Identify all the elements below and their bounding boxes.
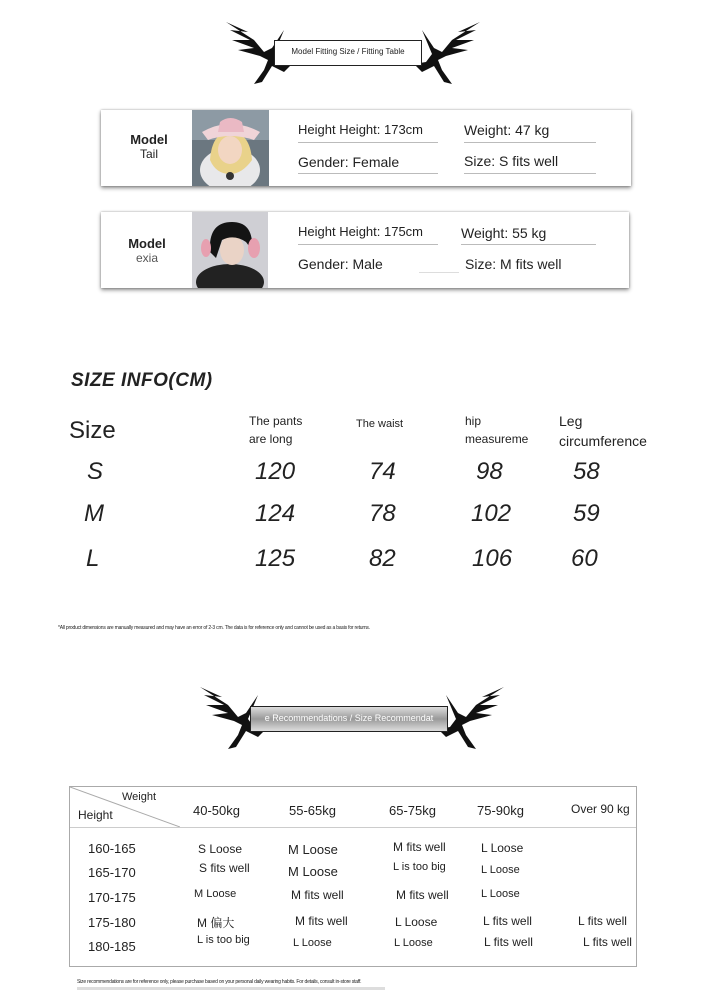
pants-cell: 124 — [255, 500, 296, 527]
recommendation-cell: S fits well — [199, 861, 250, 875]
recommendation-cell: M fits well — [393, 840, 446, 854]
size-cell: M — [84, 500, 104, 527]
waist-cell: 78 — [369, 500, 396, 527]
fitting-table-banner-label: Model Fitting Size / Fitting Table — [291, 47, 405, 56]
waist-cell: 82 — [369, 545, 396, 572]
height-row-label: 160-165 — [88, 841, 136, 856]
divider — [298, 142, 438, 143]
waist-header: The waist — [356, 418, 404, 430]
model-weight: Weight: 47 kg — [464, 122, 550, 138]
recommendation-cell: M fits well — [396, 888, 449, 902]
model-label — [109, 132, 189, 161]
header-divider — [70, 827, 636, 828]
weight-column-header: 55-65kg — [289, 803, 336, 818]
weight-column-header: 40-50kg — [193, 803, 240, 818]
leg-header: Leg circumference — [559, 413, 647, 449]
size-cell: S — [87, 458, 104, 485]
recommendation-cell: L Loose — [293, 937, 332, 949]
angel-wings-right-icon — [412, 18, 482, 90]
recommendation-cell: M Loose — [288, 842, 338, 857]
model-card-exia — [101, 212, 629, 288]
pants-cell: 120 — [255, 458, 296, 485]
pants-length-header: The pants are long — [249, 414, 303, 446]
recommendation-cell: L fits well — [483, 914, 532, 928]
recommendation-cell: L is too big — [197, 934, 250, 946]
leg-cell: 59 — [573, 500, 600, 527]
model-height: Height Height: 173cm — [298, 122, 424, 137]
note-underline — [77, 987, 385, 990]
pants-cell: 125 — [255, 545, 296, 572]
recommendation-cell: M fits well — [295, 914, 348, 928]
recommendation-cell: S Loose — [198, 842, 243, 856]
height-row-label: 180-185 — [88, 939, 136, 954]
size-info-note: *All product dimensions are manually measured and may have an error of 2-3 cm. The data is for reference only and cannot be used as a basis for returns. — [58, 625, 370, 631]
leg-cell: 58 — [573, 458, 600, 485]
model-gender: Gender: Male — [298, 256, 383, 272]
model-photo — [192, 110, 269, 186]
hip-cell: 98 — [476, 458, 503, 485]
leg-cell: 60 — [571, 545, 598, 572]
recommendation-cell: M fits well — [291, 888, 344, 902]
height-row-label: 175-180 — [88, 915, 136, 930]
hip-cell: 106 — [472, 545, 513, 572]
weight-column-header: 65-75kg — [389, 803, 436, 818]
recommendation-cell: L fits well — [578, 914, 627, 928]
model-card-tail — [101, 110, 631, 186]
height-row-label: 170-175 — [88, 890, 136, 905]
recommendation-cell: L Loose — [481, 888, 520, 900]
recommendation-cell: M Loose — [194, 888, 237, 900]
model-title: Model — [130, 132, 168, 147]
recommendation-cell: L Loose — [394, 937, 433, 949]
recommendation-cell: L Loose — [481, 841, 524, 855]
model-size: Size: M fits well — [465, 256, 562, 272]
weight-column-header: Over 90 kg — [571, 802, 630, 816]
divider — [464, 173, 596, 174]
model-photo — [192, 212, 268, 288]
model-name: exia — [135, 251, 158, 265]
size-header: Size — [69, 417, 116, 444]
size-recommendation-banner — [250, 706, 448, 732]
recommendation-cell: M 偏大 — [197, 916, 235, 930]
divider — [298, 173, 438, 174]
recommendation-cell: L fits well — [583, 935, 632, 949]
corner-weight-label: Weight — [122, 791, 157, 803]
waist-cell: 74 — [369, 458, 396, 485]
size-info-title: SIZE INFO(CM) — [71, 370, 213, 391]
divider — [419, 272, 459, 273]
model-name: Tail — [139, 147, 158, 161]
corner-height-label: Height — [78, 808, 113, 822]
model-gender: Gender: Female — [298, 154, 400, 170]
hip-cell: 102 — [471, 500, 512, 527]
weight-column-header: 75-90kg — [477, 803, 524, 818]
model-title: Model — [128, 236, 166, 251]
recommendation-cell: L is too big — [393, 861, 446, 873]
recommendation-cell: M Loose — [288, 864, 338, 879]
recommendation-table — [69, 786, 637, 967]
size-recommendation-banner-label: e Recommendations / Size Recommendat — [264, 713, 434, 723]
hip-header: hip measureme — [465, 414, 529, 446]
divider — [464, 142, 596, 143]
recommendation-cell: L Loose — [395, 915, 438, 929]
model-height: Height Height: 175cm — [298, 224, 424, 239]
size-cell: L — [86, 545, 100, 572]
divider — [461, 244, 596, 245]
recommendation-cell: L fits well — [484, 935, 533, 949]
model-weight: Weight: 55 kg — [461, 225, 547, 241]
fitting-table-banner — [274, 40, 422, 66]
model-label — [107, 236, 187, 265]
divider — [298, 244, 438, 245]
height-row-label: 165-170 — [88, 865, 136, 880]
recommendation-note: Size recommendations are for reference only, please purchase based on your personal daily wearing habits. For details, consult in-store staff. — [77, 979, 362, 985]
recommendation-cell: L Loose — [481, 864, 520, 876]
model-size: Size: S fits well — [464, 153, 559, 169]
